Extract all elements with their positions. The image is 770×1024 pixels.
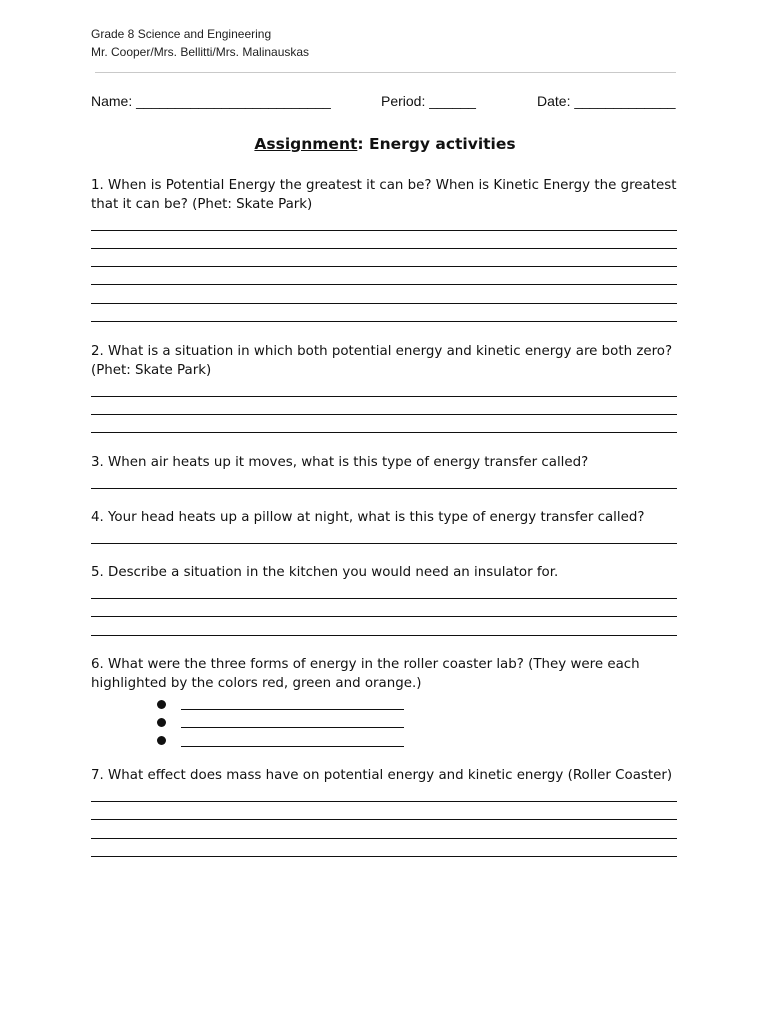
answer-line bbox=[91, 321, 677, 322]
question-5: 5. Describe a situation in the kitchen you would need an insulator for. bbox=[91, 565, 559, 580]
answer-line bbox=[91, 838, 677, 839]
header-divider bbox=[95, 72, 676, 73]
bullet-answer-line bbox=[181, 746, 404, 747]
bullet-answer-line bbox=[181, 709, 404, 710]
answer-line bbox=[91, 801, 677, 802]
answer-line bbox=[91, 635, 677, 636]
bullet-answer-line bbox=[181, 727, 404, 728]
bullet-icon bbox=[157, 736, 166, 745]
bullet-icon bbox=[157, 700, 166, 709]
answer-line bbox=[91, 543, 677, 544]
page-title bbox=[0, 135, 770, 153]
answer-line bbox=[91, 432, 677, 433]
question-1: 1. When is Potential Energy the greatest it can be? When is Kinetic Energy the greatest that it can be? (Phet: Skate Park) bbox=[91, 178, 677, 212]
title-assignment: Assignment bbox=[254, 135, 358, 153]
answer-line bbox=[91, 266, 677, 267]
question-3: 3. When air heats up it moves, what is this type of energy transfer called? bbox=[91, 455, 589, 470]
answer-line bbox=[91, 396, 677, 397]
period-field: Period: ______ bbox=[381, 93, 476, 109]
question-7: 7. What effect does mass have on potential energy and kinetic energy (Roller Coaster) bbox=[91, 768, 673, 783]
answer-line bbox=[91, 248, 677, 249]
answer-line bbox=[91, 488, 677, 489]
answer-line bbox=[91, 414, 677, 415]
question-4: 4. Your head heats up a pillow at night, what is this type of energy transfer called? bbox=[91, 510, 645, 525]
answer-line bbox=[91, 303, 677, 304]
answer-line bbox=[91, 616, 677, 617]
question-6: 6. What were the three forms of energy in the roller coaster lab? (They were each highlighted by the colors red, green and orange.) bbox=[91, 657, 640, 691]
answer-line bbox=[91, 856, 677, 857]
answer-line bbox=[91, 598, 677, 599]
date-field: Date: _____________ bbox=[537, 93, 676, 109]
bullet-icon bbox=[157, 718, 166, 727]
question-2: 2. What is a situation in which both potential energy and kinetic energy are both zero? (Phet: Skate Park) bbox=[91, 344, 673, 378]
answer-line bbox=[91, 284, 677, 285]
title-rest: : Energy activities bbox=[357, 135, 516, 153]
name-field: Name: _________________________ bbox=[91, 93, 331, 109]
course-title: Grade 8 Science and Engineering bbox=[91, 27, 272, 41]
answer-line bbox=[91, 819, 677, 820]
teacher-names: Mr. Cooper/Mrs. Bellitti/Mrs. Malinauskas bbox=[91, 45, 310, 59]
answer-line bbox=[91, 230, 677, 231]
